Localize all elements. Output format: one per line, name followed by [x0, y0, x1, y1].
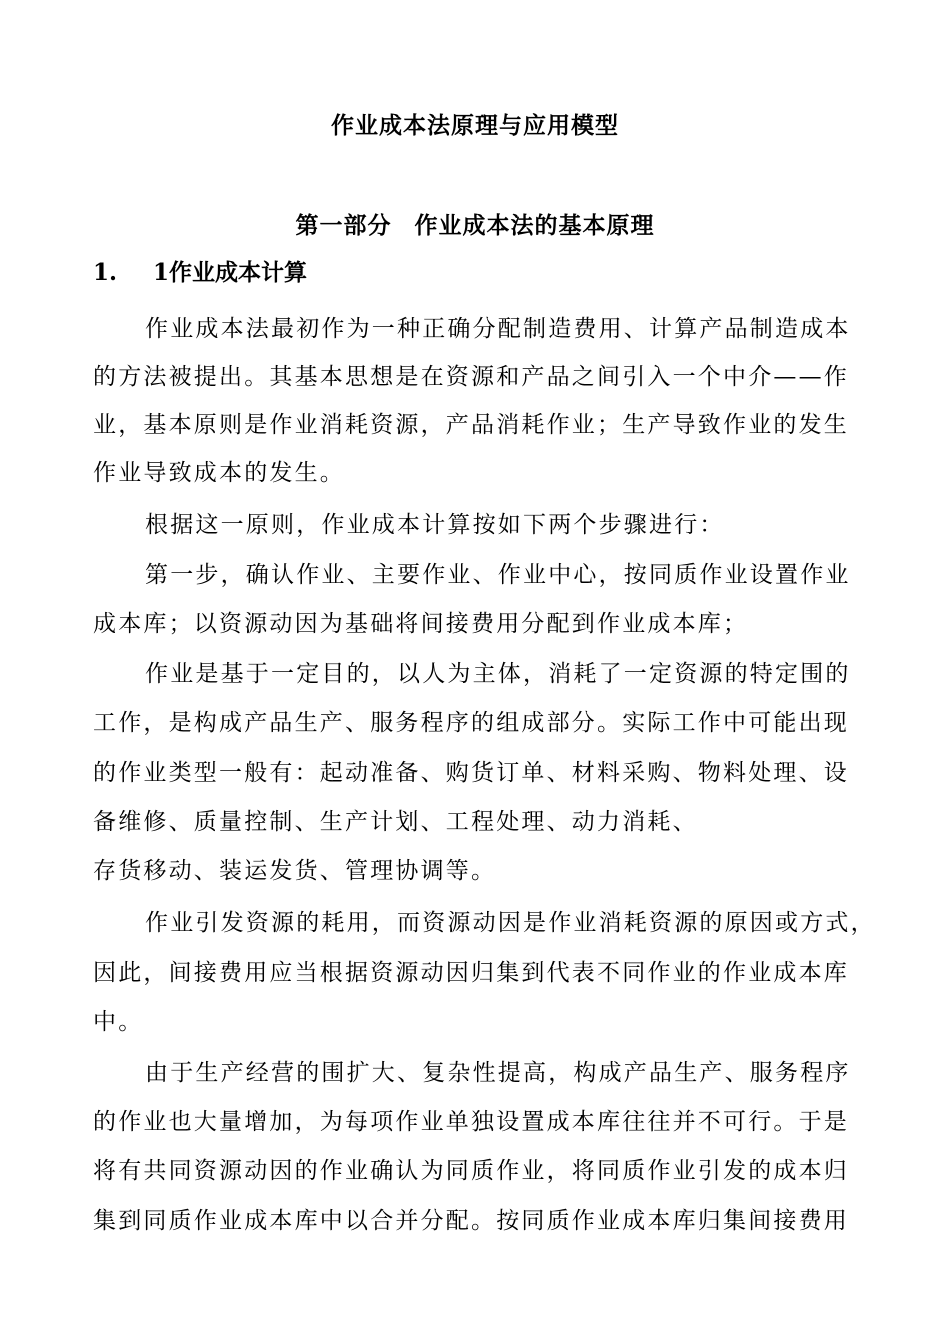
paragraph-line: 第一步，确认作业、主要作业、作业中心，按同质作业设置作业	[145, 562, 851, 588]
part-title: 第一部分 作业成本法的基本原理	[295, 212, 655, 239]
paragraph-line: 根据这一原则，作业成本计算按如下两个步骤进行：	[145, 512, 725, 538]
paragraph-line: 的作业类型一般有：起动准备、购货订单、材料采购、物料处理、设	[93, 760, 849, 786]
paragraph-line: 将有共同资源动因的作业确认为同质作业，将同质作业引发的成本归	[93, 1158, 849, 1184]
paragraph-line: 作业引发资源的耗用，而资源动因是作业消耗资源的原因或方式，	[145, 910, 876, 936]
paragraph-line: 作业是基于一定目的，以人为主体，消耗了一定资源的特定围的	[145, 661, 851, 687]
paragraph-line: 集到同质作业成本库中以合并分配。按同质作业成本库归集间接费用	[93, 1208, 849, 1234]
document-title: 作业成本法原理与应用模型	[331, 112, 619, 139]
paragraph-line: 因此，间接费用应当根据资源动因归集到代表不同作业的作业成本库	[93, 960, 849, 986]
paragraph-line: 作业导致成本的发生。	[93, 460, 345, 486]
paragraph-line: 作业成本法最初作为一种正确分配制造费用、计算产品制造成本	[145, 316, 851, 342]
paragraph-line: 由于生产经营的围扩大、复杂性提高，构成产品生产、服务程序	[145, 1060, 851, 1086]
paragraph-line: 存货移动、装运发货、管理协调等。	[93, 858, 497, 884]
paragraph-line: 备维修、质量控制、生产计划、工程处理、动力消耗、	[93, 809, 698, 835]
paragraph-line: 的作业也大量增加，为每项作业单独设置成本库往往并不可行。于是	[93, 1109, 849, 1135]
section-title: 1作业成本计算	[153, 259, 308, 286]
section-heading	[93, 253, 307, 293]
paragraph-line: 的方法被提出。其基本思想是在资源和产品之间引入一个中介——作	[93, 364, 849, 390]
section-number: 1.	[93, 259, 118, 286]
paragraph-line: 业，基本原则是作业消耗资源，产品消耗作业；生产导致作业的发生	[93, 412, 849, 438]
paragraph-line: 中。	[93, 1009, 144, 1035]
paragraph-line: 工作，是构成产品生产、服务程序的组成部分。实际工作中可能出现	[93, 710, 849, 736]
paragraph-line: 成本库；以资源动因为基础将间接费用分配到作业成本库；	[93, 611, 749, 637]
